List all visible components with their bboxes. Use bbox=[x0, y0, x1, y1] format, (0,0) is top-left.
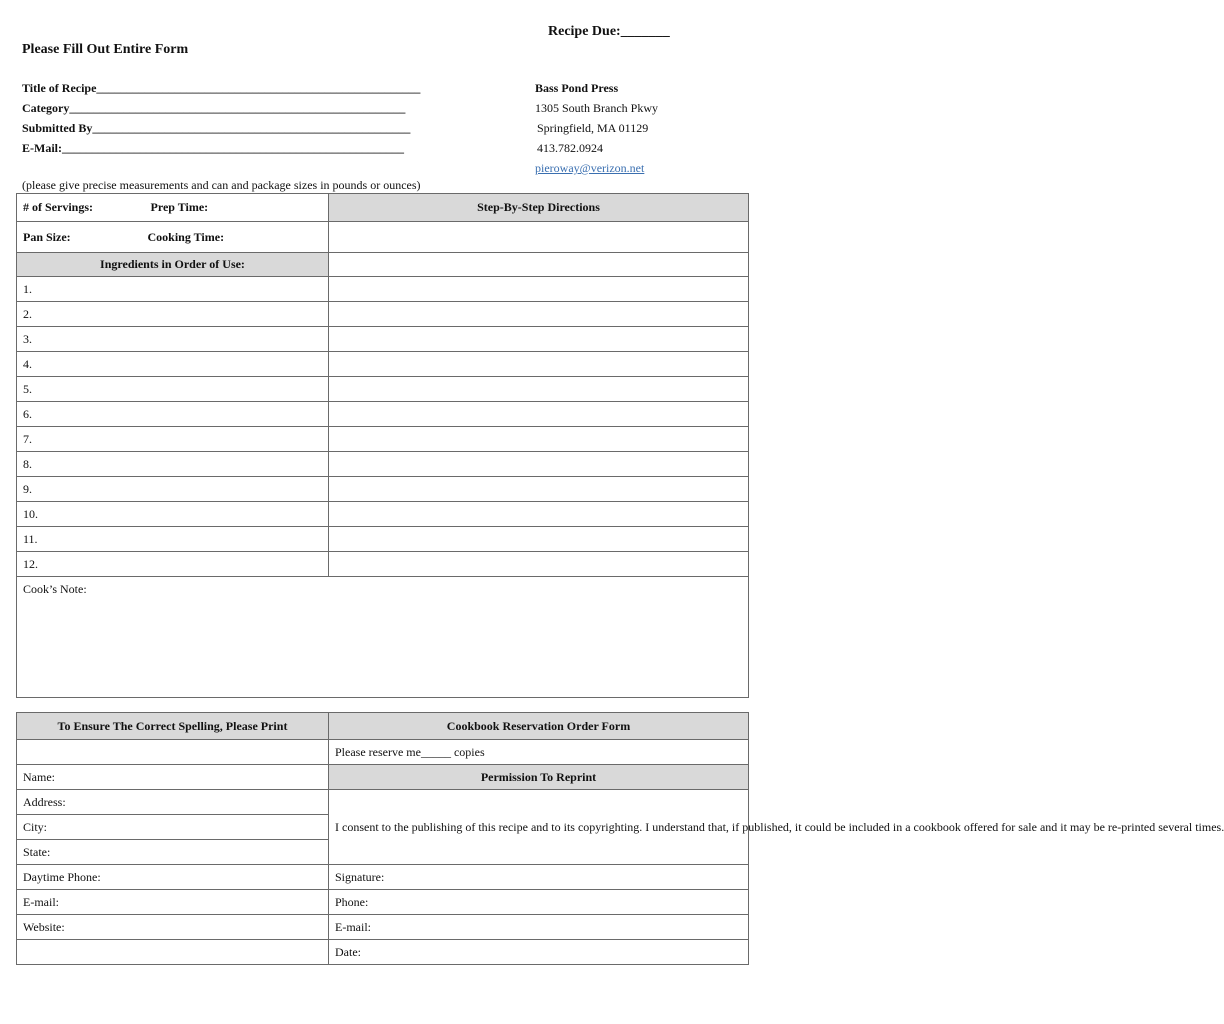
reserve-copies-field[interactable]: Please reserve me_____ copies bbox=[329, 740, 749, 765]
category-field[interactable]: Category________________________________________________________ bbox=[22, 101, 406, 115]
direction-cell[interactable] bbox=[329, 222, 749, 253]
cooks-note-label: Cook’s Note: bbox=[23, 582, 87, 596]
ingredient-row[interactable]: 11. bbox=[17, 527, 329, 552]
cooks-note-box[interactable] bbox=[17, 577, 749, 698]
publisher-phone: 413.782.0924 bbox=[537, 141, 603, 155]
print-spelling-header: To Ensure The Correct Spelling, Please Print bbox=[17, 713, 329, 740]
address-field[interactable]: Address: bbox=[17, 790, 329, 815]
ingredient-row[interactable]: 4. bbox=[17, 352, 329, 377]
publisher-city: Springfield, MA 01129 bbox=[537, 121, 649, 135]
contact-table bbox=[16, 712, 1224, 965]
publisher-email-link[interactable]: pieroway@verizon.net bbox=[535, 161, 645, 175]
directions-header: Step-By-Step Directions bbox=[329, 194, 749, 222]
ingredient-row[interactable]: 10. bbox=[17, 502, 329, 527]
direction-cell[interactable] bbox=[329, 327, 749, 352]
ingredient-row[interactable]: 1. bbox=[17, 277, 329, 302]
ingredient-row[interactable]: 12. bbox=[17, 552, 329, 577]
website-field[interactable]: Website: bbox=[17, 915, 329, 940]
servings-label: # of Servings: bbox=[23, 200, 93, 214]
direction-cell[interactable] bbox=[329, 552, 749, 577]
publisher-name: Bass Pond Press bbox=[535, 81, 619, 95]
email-field[interactable]: E-Mail:_________________________________________________________ bbox=[22, 141, 404, 155]
blank-cell[interactable] bbox=[17, 740, 329, 765]
ingredient-row[interactable]: 5. bbox=[17, 377, 329, 402]
daytime-phone-field[interactable]: Daytime Phone: bbox=[17, 865, 329, 890]
permission-header: Permission To Reprint bbox=[329, 765, 749, 790]
phone-field[interactable]: Phone: bbox=[329, 890, 749, 915]
pan-cooking-cell[interactable] bbox=[17, 222, 329, 253]
reservation-header: Cookbook Reservation Order Form bbox=[329, 713, 749, 740]
city-field[interactable]: City: bbox=[17, 815, 329, 840]
direction-cell[interactable] bbox=[329, 302, 749, 327]
ingredient-row[interactable]: 8. bbox=[17, 452, 329, 477]
ingredient-row[interactable]: 2. bbox=[17, 302, 329, 327]
direction-cell[interactable] bbox=[329, 402, 749, 427]
direction-cell[interactable] bbox=[329, 377, 749, 402]
title-of-recipe-field[interactable]: Title of Recipe______________________________________________________ bbox=[22, 81, 421, 95]
ingredient-row[interactable]: 3. bbox=[17, 327, 329, 352]
pan-size-label: Pan Size: bbox=[23, 229, 71, 244]
ingredient-row[interactable]: 7. bbox=[17, 427, 329, 452]
ingredient-row[interactable]: 9. bbox=[17, 477, 329, 502]
cooking-time-label: Cooking Time: bbox=[147, 229, 225, 244]
direction-cell[interactable] bbox=[329, 477, 749, 502]
direction-cell[interactable] bbox=[329, 527, 749, 552]
email-left-field[interactable]: E-mail: bbox=[17, 890, 329, 915]
name-field[interactable]: Name: bbox=[17, 765, 329, 790]
ingredient-row[interactable]: 6. bbox=[17, 402, 329, 427]
date-field[interactable]: Date: bbox=[329, 940, 749, 965]
direction-cell[interactable] bbox=[329, 352, 749, 377]
consent-text: I consent to the publishing of this recipe and to its copyrighting. I understand that, if published, it could be included in a cookbook offered for sale and it may be re-printed several times. bbox=[329, 790, 749, 865]
signature-field[interactable]: Signature: bbox=[329, 865, 749, 890]
recipe-due-field[interactable]: Recipe Due:_______ bbox=[548, 24, 670, 39]
form-instruction: Please Fill Out Entire Form bbox=[22, 42, 189, 57]
publisher-street: 1305 South Branch Pkwy bbox=[535, 101, 658, 115]
blank-cell[interactable] bbox=[17, 940, 329, 965]
direction-cell[interactable] bbox=[329, 452, 749, 477]
submitted-by-field[interactable]: Submitted By_____________________________________________________ bbox=[22, 121, 411, 135]
direction-cell[interactable] bbox=[329, 427, 749, 452]
email-right-field[interactable]: E-mail: bbox=[329, 915, 749, 940]
measurement-note: (please give precise measurements and can and package sizes in pounds or ounces) bbox=[22, 178, 421, 192]
direction-cell[interactable] bbox=[329, 502, 749, 527]
ingredients-header: Ingredients in Order of Use: bbox=[17, 253, 329, 277]
prep-time-label: Prep Time: bbox=[150, 200, 209, 214]
direction-cell[interactable] bbox=[329, 277, 749, 302]
recipe-table bbox=[16, 193, 749, 698]
servings-prep-cell[interactable] bbox=[17, 194, 329, 222]
state-field[interactable]: State: bbox=[17, 840, 329, 865]
direction-cell[interactable] bbox=[329, 253, 749, 277]
